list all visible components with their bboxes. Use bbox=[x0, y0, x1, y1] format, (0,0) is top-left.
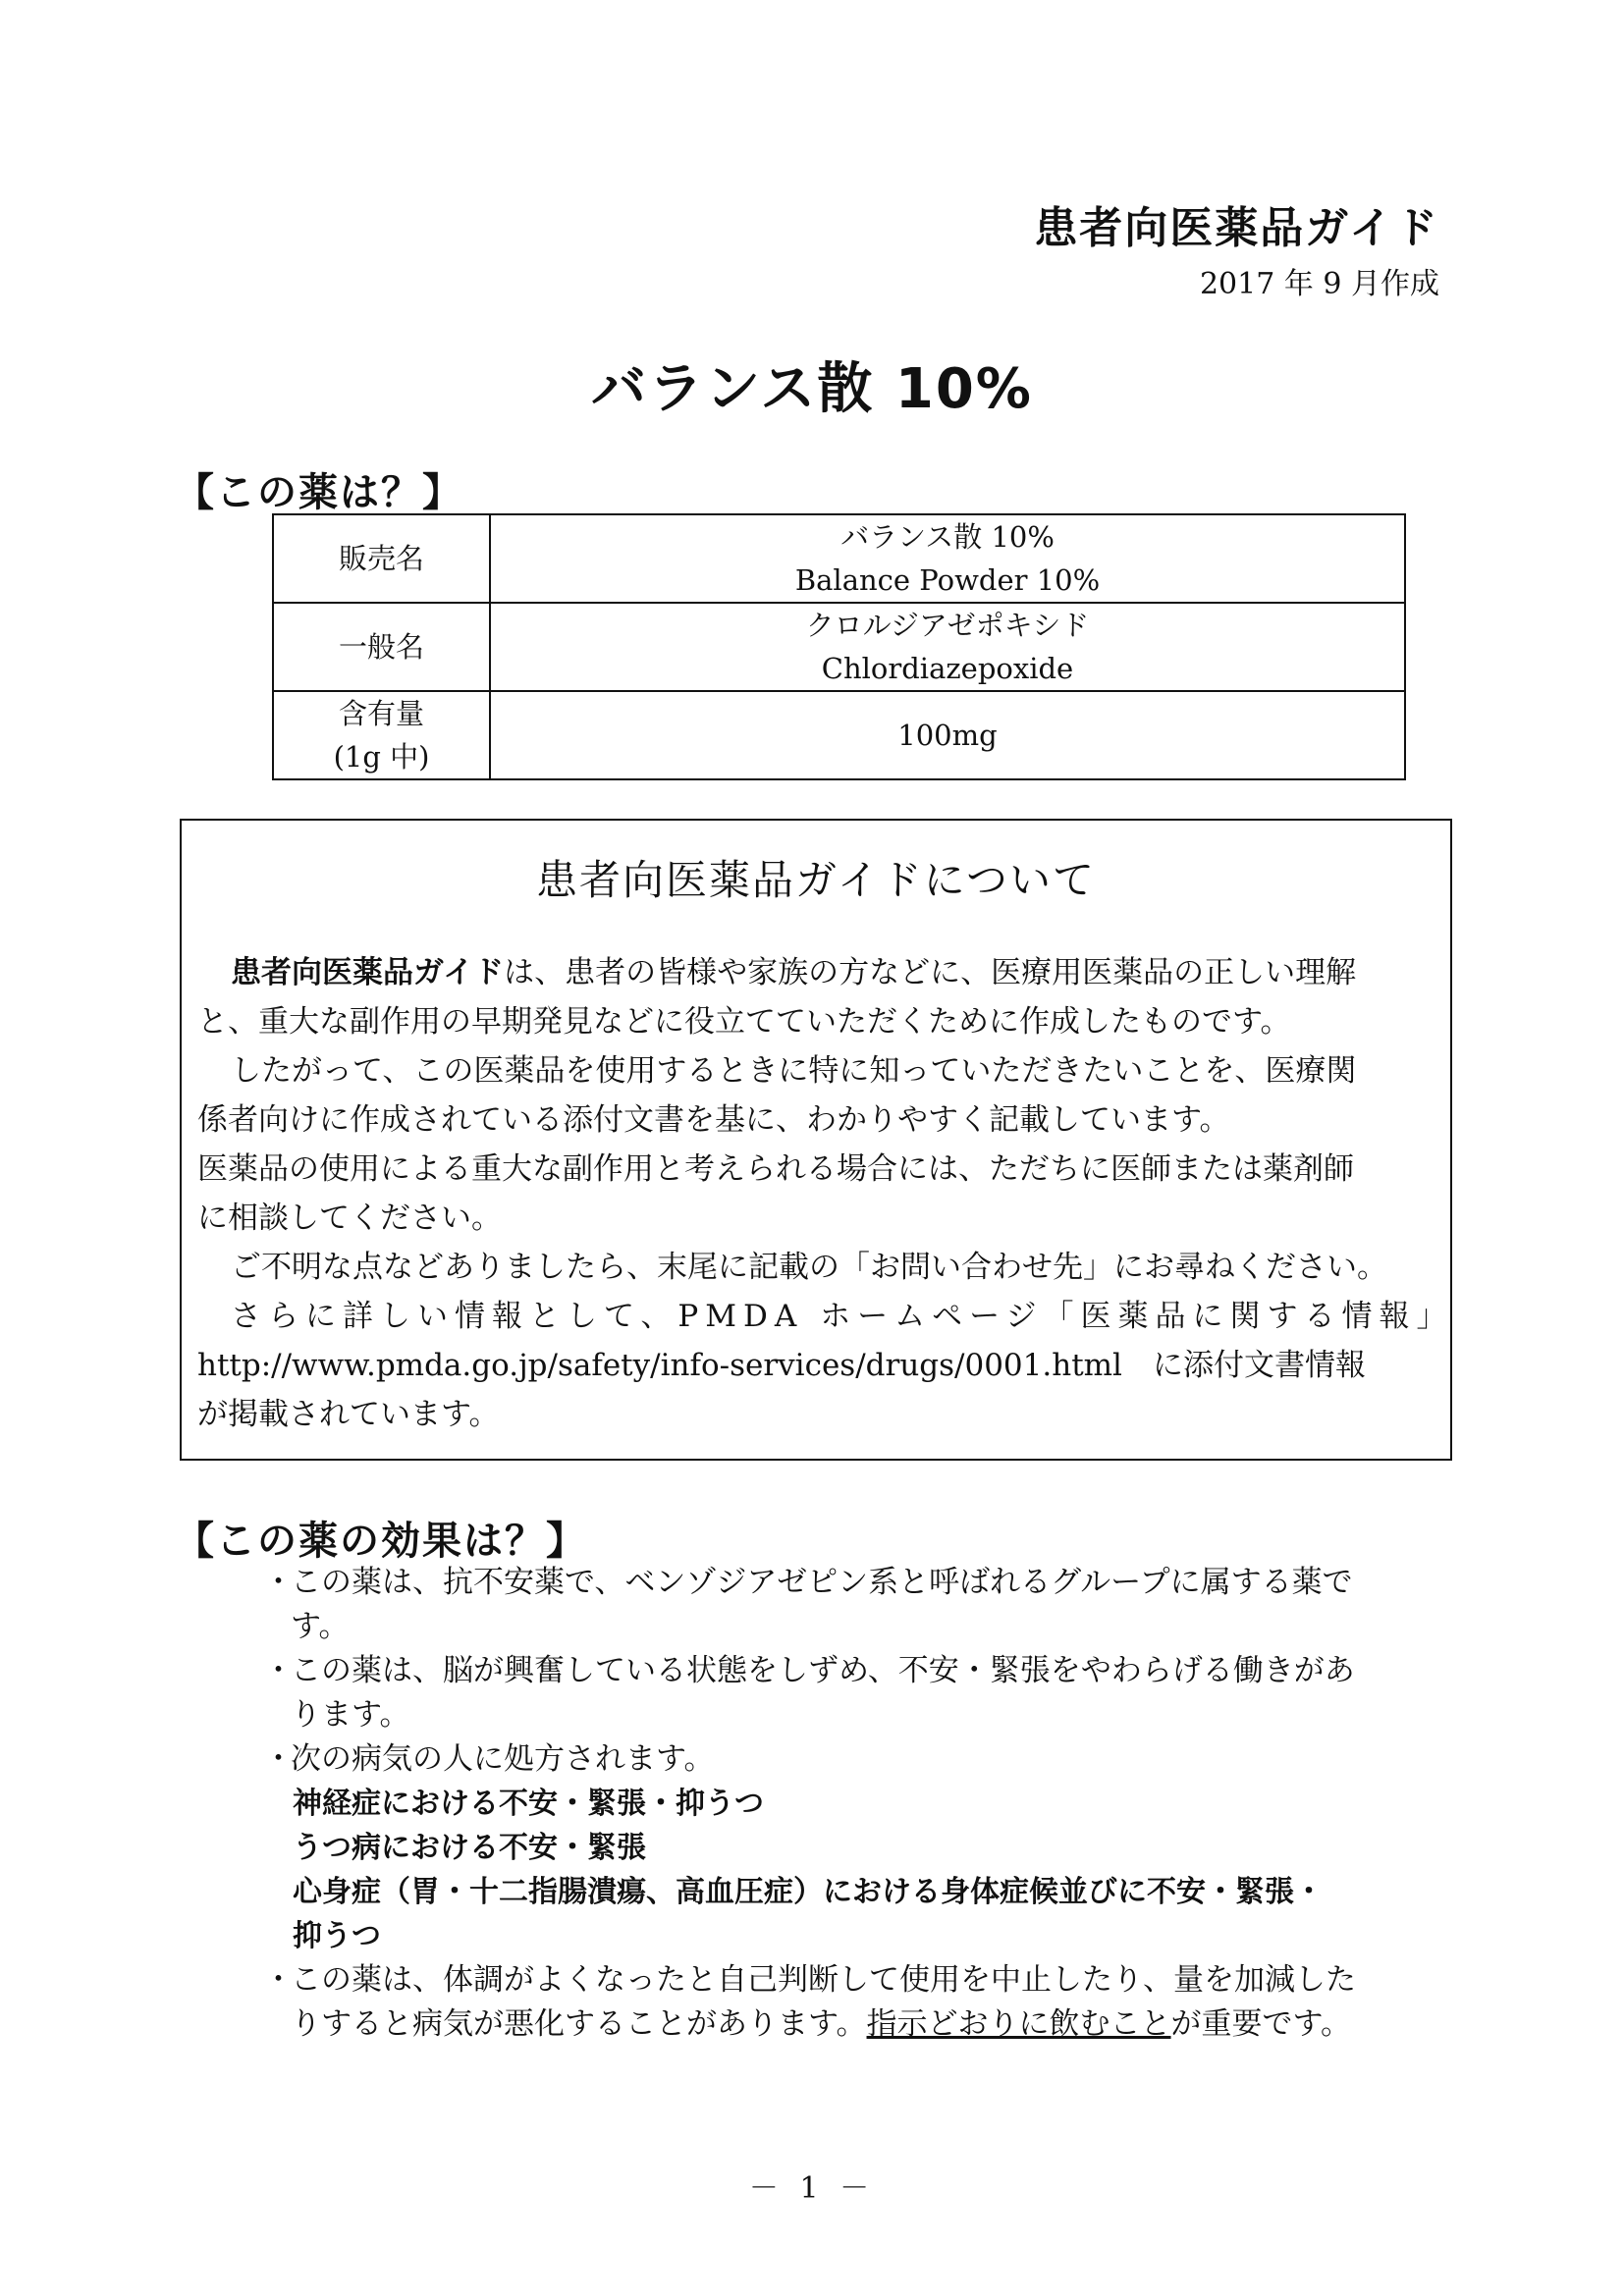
brand-name-value bbox=[490, 514, 1405, 603]
condition-item: うつ病における不安・緊張 bbox=[293, 1831, 646, 1865]
table-row bbox=[273, 603, 1405, 691]
page-number: － 1 － bbox=[748, 2171, 876, 2206]
underlined-instruction: 指示どおりに飲むこと bbox=[866, 2006, 1171, 2042]
condition-item: 抑うつ bbox=[293, 1919, 381, 1953]
table-row bbox=[273, 514, 1405, 603]
content-amount-label-line1: 含有量 bbox=[338, 697, 424, 730]
bullet-icon: ・ bbox=[263, 1741, 294, 1777]
guide-text-line: さらに詳しい情報として、PMDA ホームページ「医薬品に関する情報」 bbox=[231, 1299, 1454, 1334]
section-heading-effects: 【この薬の効果は？】 bbox=[175, 1519, 587, 1564]
drug-info-table bbox=[272, 513, 1406, 780]
effects-list bbox=[263, 1561, 1441, 2047]
list-item-text: この薬は、脳が興奮している状態をしずめ、不安・緊張をやわらげる働きがあ bbox=[291, 1653, 1355, 1688]
generic-name-ja: クロルジアゼポキシド bbox=[805, 609, 1090, 642]
guide-text-line: が掲載されています。 bbox=[197, 1397, 500, 1432]
list-item-text: ります。 bbox=[291, 1697, 410, 1733]
list-item-text: この薬は、抗不安薬で、ベンゾジアゼピン系と呼ばれるグループに属する薬で bbox=[291, 1565, 1353, 1600]
pmda-url-line: http://www.pmda.go.jp/safety/info-services/drugs/0001.html に添付文書情報 bbox=[197, 1348, 1366, 1383]
generic-name-value bbox=[490, 603, 1405, 691]
guide-paragraph bbox=[197, 948, 1435, 997]
section-heading-about-drug: 【この薬は？】 bbox=[175, 470, 463, 515]
brand-name-label: 販売名 bbox=[273, 514, 490, 603]
guide-text: は、患者の皆様や家族の方などに、医療用医薬品の正しい理解 bbox=[504, 955, 1357, 990]
drug-title: バランス散 10% bbox=[591, 357, 1033, 421]
list-item bbox=[263, 1561, 1441, 1649]
content-amount-label-line2: (1g 中) bbox=[333, 740, 430, 774]
list-item bbox=[263, 1737, 1441, 1782]
brand-name-ja: バランス散 10% bbox=[840, 520, 1055, 554]
table-row bbox=[273, 691, 1405, 779]
guide-box-title: 患者向医薬品ガイドについて bbox=[536, 856, 1096, 904]
list-item bbox=[263, 1649, 1441, 1737]
brand-name-en: Balance Powder 10% bbox=[794, 563, 1101, 597]
condition-item: 神経症における不安・緊張・抑うつ bbox=[293, 1787, 764, 1821]
bullet-icon: ・ bbox=[263, 1962, 294, 1998]
guide-text-line: したがって、この医薬品を使用するときに特に知っていただきたいことを、医療関 bbox=[231, 1053, 1357, 1089]
generic-name-en: Chlordiazepoxide bbox=[821, 652, 1074, 685]
guide-name-bold: 患者向医薬品ガイド bbox=[231, 955, 505, 990]
generic-name-label: 一般名 bbox=[273, 603, 490, 691]
guide-text-line: 医薬品の使用による重大な副作用と考えられる場合には、ただちに医師または薬剤師 bbox=[197, 1151, 1354, 1187]
text-fragment: りすると病気が悪化することがあります。 bbox=[291, 2006, 867, 2042]
guide-box-body bbox=[197, 948, 1454, 1439]
condition-item: 心身症（胃・十二指腸潰瘍、高血圧症）における身体症候並びに不安・緊張・ bbox=[293, 1875, 1324, 1909]
list-item-text: 次の病気の人に処方されます。 bbox=[291, 1741, 715, 1777]
list-item-text bbox=[291, 2002, 1356, 2047]
content-amount-label bbox=[273, 691, 490, 779]
text-fragment: が重要です。 bbox=[1170, 2006, 1352, 2042]
document-type-heading: 患者向医薬品ガイド bbox=[1034, 203, 1439, 253]
list-item bbox=[263, 1958, 1441, 2047]
bullet-icon: ・ bbox=[263, 1653, 294, 1688]
content-amount-value: 100mg bbox=[490, 691, 1405, 779]
guide-text-line: に相談してください。 bbox=[197, 1201, 502, 1236]
guide-info-box bbox=[180, 819, 1452, 1461]
document-date: 2017 年 9 月作成 bbox=[1199, 267, 1439, 301]
guide-text-line: と、重大な副作用の早期発見などに役立てていただくために作成したものです。 bbox=[197, 1004, 1291, 1040]
guide-text-line: ご不明な点などありましたら、末尾に記載の「お問い合わせ先」にお尋ねください。 bbox=[231, 1250, 1387, 1285]
list-item-text: この薬は、体調がよくなったと自己判断して使用を中止したり、量を加減した bbox=[291, 1962, 1356, 1998]
list-item-text: す。 bbox=[291, 1609, 350, 1644]
guide-text-line: 係者向けに作成されている添付文書を基に、わかりやすく記載しています。 bbox=[197, 1102, 1230, 1138]
bullet-icon: ・ bbox=[263, 1565, 294, 1600]
